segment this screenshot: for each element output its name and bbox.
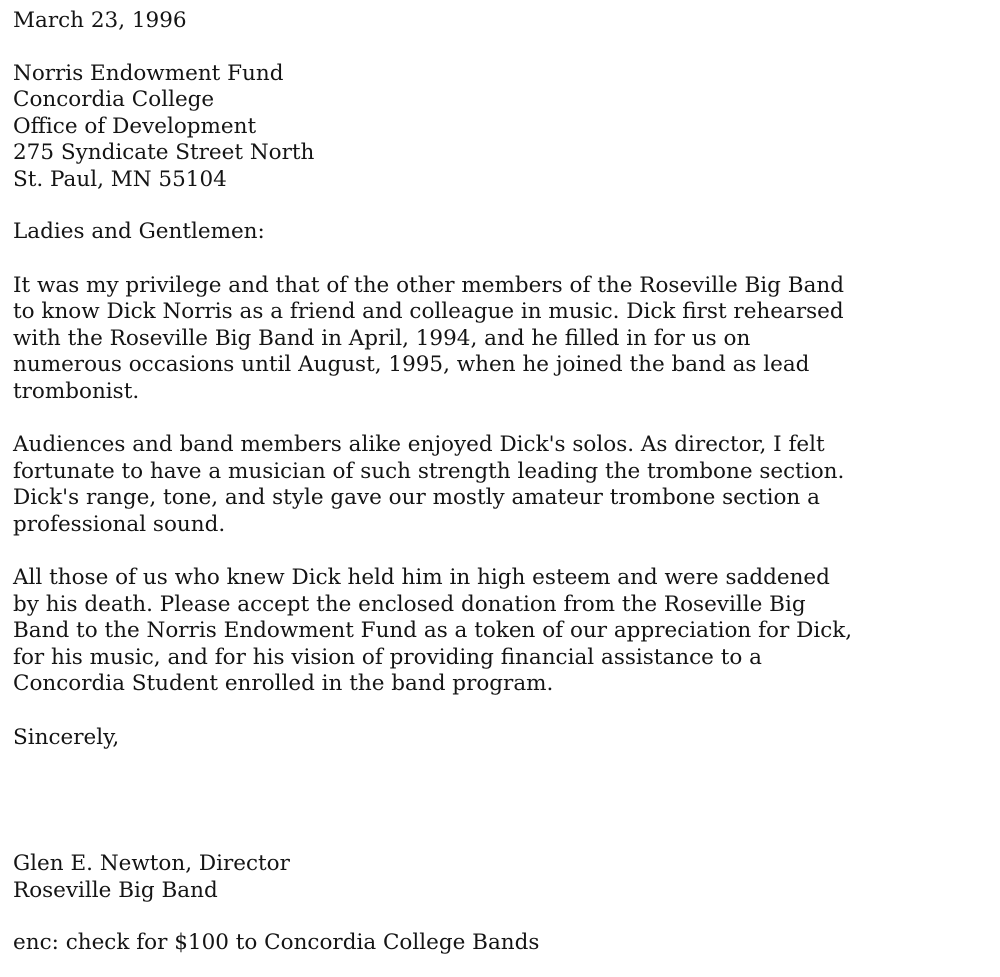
salutation [13,219,988,246]
signature-block [13,851,988,904]
date-line: March 23, 1996 [13,8,187,33]
body-paragraph-2 [13,432,988,538]
paragraph-line: professional sound. [13,511,226,537]
paragraph-line: fortunate to have a musician of such strength leading the trombone section. [13,458,845,484]
closing [13,725,988,752]
address-line: Concordia College [13,87,215,112]
paragraph-line: numerous occasions until August, 1995, when he joined the band as lead [13,352,810,377]
address-line: St. Paul, MN 55104 [13,166,227,192]
address-line: Norris Endowment Fund [13,60,284,86]
address-line: Office of Development [13,113,257,139]
paragraph-line: trombonist. [13,378,140,404]
paragraph-line: Band to the Norris Endowment Fund as a token of our appreciation for Dick, [13,618,853,643]
paragraph-line: All those of us who knew Dick held him in high esteem and were saddened [13,565,830,590]
address-line: 275 Syndicate Street North [13,140,315,165]
body-paragraph-3 [13,565,988,698]
enclosure-note [13,930,988,957]
paragraph-line: with the Roseville Big Band in April, 1994, and he filled in for us on [13,325,751,351]
salutation-line: Ladies and Gentlemen: [13,219,265,244]
letter-date [13,8,988,35]
body-paragraph-1 [13,273,988,406]
signer-name-title: Glen E. Newton, Director [13,851,290,876]
letter-document [13,8,988,957]
signer-organization: Roseville Big Band [13,877,218,903]
paragraph-line: It was my privilege and that of the other members of the Roseville Big Band [13,272,845,298]
paragraph-line: Concordia Student enrolled in the band program. [13,671,554,696]
enclosure-line: enc: check for $100 to Concordia College Bands [13,930,540,955]
paragraph-line: to know Dick Norris as a friend and colleague in music. Dick first rehearsed [13,299,844,324]
closing-line: Sincerely, [13,724,120,750]
paragraph-line: Audiences and band members alike enjoyed Dick's solos. As director, I felt [13,432,825,457]
recipient-address [13,61,988,194]
paragraph-line: by his death. Please accept the enclosed donation from the Roseville Big [13,591,806,617]
paragraph-line: for his music, and for his vision of providing financial assistance to a [13,644,762,670]
paragraph-line: Dick's range, tone, and style gave our mostly amateur trombone section a [13,485,820,510]
